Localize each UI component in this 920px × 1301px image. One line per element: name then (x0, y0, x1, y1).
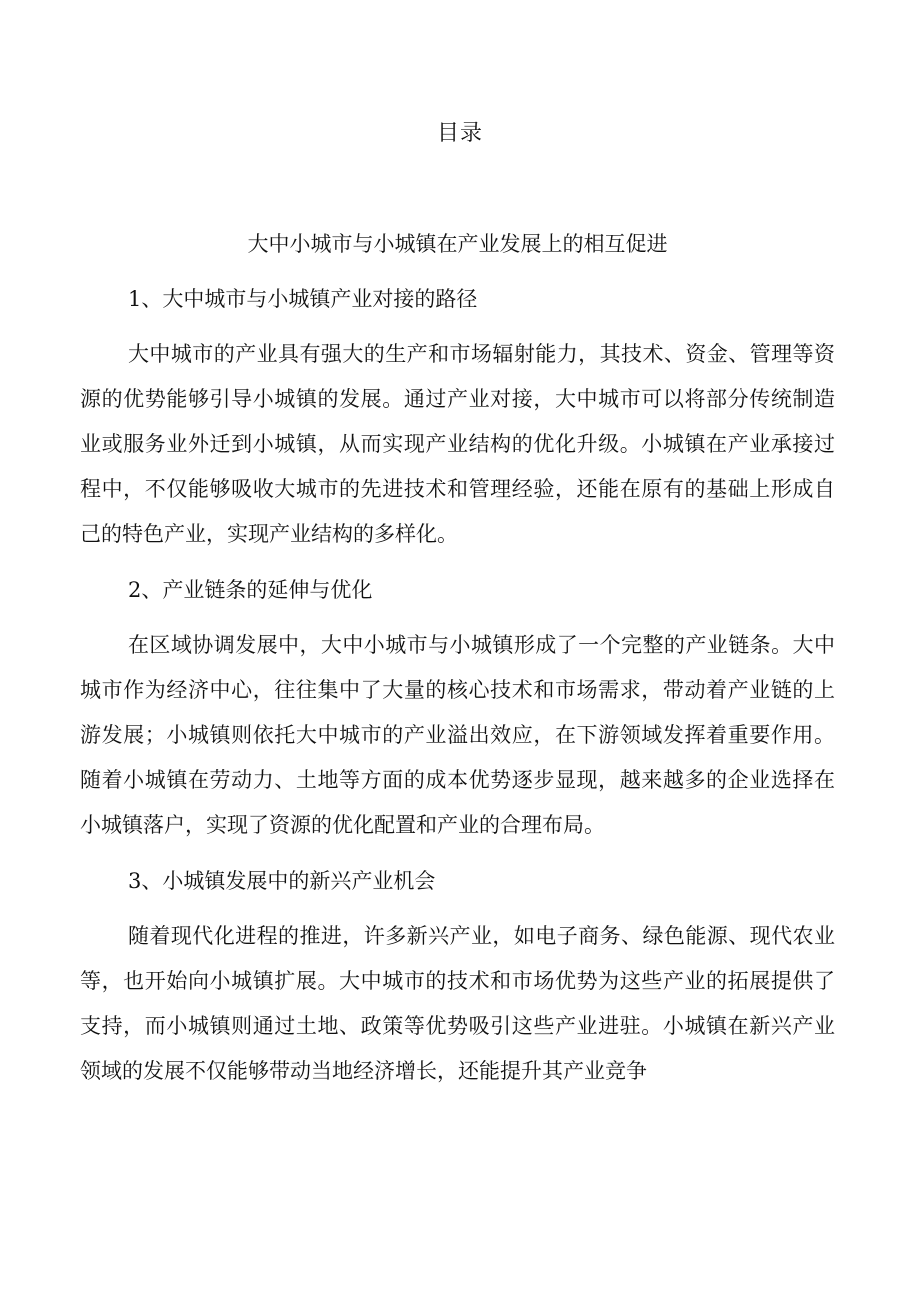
toc-title: 目录 (436, 121, 483, 146)
article-content (80, 222, 835, 1105)
section-heading: 1、大中城市与小城镇产业对接的路径 (128, 287, 478, 311)
section-paragraph: 随着现代化进程的推进，许多新兴产业，如电子商务、绿色能源、现代农业等，也开始向小城镇扩展。大中城市的技术和市场优势为这些产业的拓展提供了支持，而小城镇则通过土地、政策等优势吸引这些产业进驻。小城镇在新兴产业领域的发展不仅能够带动当地经济增长，还能提升其产业竞争 (80, 924, 835, 1083)
section-paragraph: 在区域协调发展中，大中小城市与小城镇形成了一个完整的产业链条。大中城市作为经济中心，往往集中了大量的核心技术和市场需求，带动着产业链的上游发展；小城镇则依托大中城市的产业溢出效应，在下游领域发挥着重要作用。随着小城镇在劳动力、土地等方面的成本优势逐步显现，越来越多的企业选择在小城镇落户，实现了资源的优化配置和产业的合理布局。 (80, 633, 835, 837)
article-title: 大中小城市与小城镇在产业发展上的相互促进 (247, 232, 668, 256)
section-paragraph: 大中城市的产业具有强大的生产和市场辐射能力，其技术、资金、管理等资源的优势能够引导小城镇的发展。通过产业对接，大中城市可以将部分传统制造业或服务业外迁到小城镇，从而实现产业结构的优化升级。小城镇在产业承接过程中，不仅能够吸收大城市的先进技术和管理经验，还能在原有的基础上形成自己的特色产业，实现产业结构的多样化。 (80, 342, 835, 546)
section-heading: 2、产业链条的延伸与优化 (128, 578, 373, 602)
section-heading: 3、小城镇发展中的新兴产业机会 (128, 869, 436, 893)
